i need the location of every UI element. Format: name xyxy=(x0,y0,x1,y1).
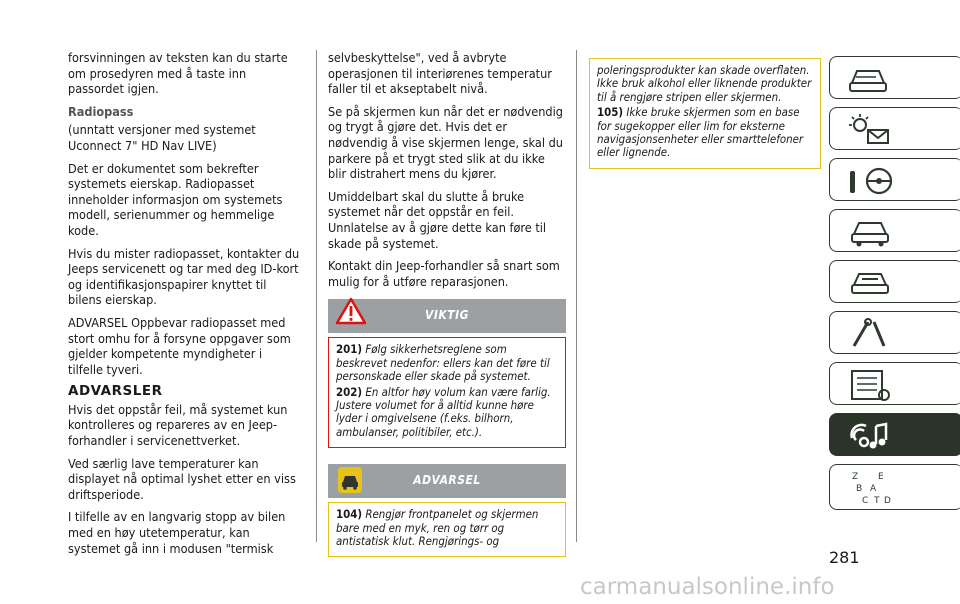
advarsler-paragraph-2: Ved særlig lave temperaturer kan displayet nå optimal lyshet etter en viss driftsperiode. xyxy=(68,455,296,502)
tab-starting-driving[interactable] xyxy=(829,209,960,252)
note-201-number: 201) xyxy=(336,342,363,357)
note-202-text: En altfor høy volum kan være farlig. Justere volumet for å alltid kunne høre lyder i omgivelsene (f.eks. bilhorn, ambulanser, politibiler, etc.). xyxy=(336,384,551,439)
advarsler-heading: ADVARSLER xyxy=(68,383,163,400)
column-divider-2 xyxy=(576,50,577,542)
radiopass-heading: Radiopass xyxy=(68,103,134,119)
maintenance-tools-icon xyxy=(846,316,896,352)
advarsel-box-continued xyxy=(589,58,821,169)
column-divider-1 xyxy=(316,50,317,542)
tab-index[interactable] xyxy=(829,464,960,510)
radiopass-paragraph-4: ADVARSEL Oppbevar radiopasset med stort omhu for å forsyne oppgaver som gjelder kompetente myndigheter i tilfelle tyveri. xyxy=(68,314,291,377)
viktig-banner xyxy=(328,299,566,333)
svg-text:C: C xyxy=(862,496,869,506)
middle-paragraph-2: Se på skjermen kun når det er nødvendig og trygt å gjøre det. Hvis det er nødvendig å vise skjermen lenge, skal du parkere på et trygt sted slik at du ikke blir distrahert mens du kjører. xyxy=(328,103,563,182)
note-104-number: 104) xyxy=(336,507,363,522)
tab-emergency[interactable] xyxy=(829,260,960,303)
radiopass-paragraph-3: Hvis du mister radiopasset, kontakter du Jeeps servicenett og tar med deg ID-kort og identifikasjonspapirer knyttet til bilens eierskap. xyxy=(68,245,300,308)
svg-text:D: D xyxy=(884,496,891,506)
tab-warning-lights[interactable] xyxy=(829,107,960,150)
car-start-icon xyxy=(846,214,896,250)
middle-paragraph-1: selvbeskyttelse", ved å avbryte operasjonen til interiørenes temperatur faller til et akseptabelt nivå. xyxy=(328,50,552,97)
page-number: 281 xyxy=(829,548,860,567)
column-middle xyxy=(328,50,566,557)
advarsel-banner xyxy=(328,464,566,498)
warning-lights-icon xyxy=(846,112,896,148)
note-104-text: Rengjør frontpanelet og skjermen bare med en myk, ren og tørr og antistatisk klut. Rengjørings- og xyxy=(336,507,539,548)
car-emergency-icon xyxy=(846,265,896,301)
tab-maintenance[interactable] xyxy=(829,311,960,354)
viktig-title: VIKTIG xyxy=(425,308,469,323)
note-104-continued-text: poleringsprodukter kan skade overflaten. Ikke bruk alkohol eller liknende produkter til å rengjøre stripen eller skjermen. xyxy=(597,63,812,104)
viktig-box xyxy=(328,337,566,448)
advarsel-title: ADVARSEL xyxy=(413,473,481,488)
tab-safety[interactable] xyxy=(829,158,960,201)
svg-text:T: T xyxy=(874,496,880,506)
middle-paragraph-4: Kontakt din Jeep-forhandler så snart som mulig for å utføre reparasjonen. xyxy=(328,258,560,289)
multimedia-music-icon xyxy=(846,418,896,454)
note-105-number: 105) xyxy=(597,105,624,120)
note-201-text: Følg sikkerhetsreglene som beskrevet nedenfor: ellers kan det føre til personskade eller skade på systemet. xyxy=(336,342,550,384)
radiopass-paragraph-1: (unntatt versjoner med systemet Uconnect 7" HD Nav LIVE) xyxy=(68,122,256,153)
svg-text:Z: Z xyxy=(852,472,859,482)
svg-text:B: B xyxy=(856,484,863,494)
advarsler-paragraph-3: I tilfelle av en langvarig stopp av bilen med en høy utetemperatur, kan systemet gå inn i modusen "termisk xyxy=(68,509,286,556)
specifications-icon xyxy=(846,367,896,403)
intro-paragraph: forsvinningen av teksten kan du starte om prosedyren med å taste inn passordet igjen. xyxy=(68,50,288,97)
tab-specifications[interactable] xyxy=(829,362,960,405)
svg-text:E: E xyxy=(878,472,884,482)
advarsler-paragraph-1: Hvis det oppstår feil, må systemet kun kontrolleres og repareres av en Jeep-forhandler i servicenettverket. xyxy=(68,401,288,449)
watermark: carmanualsonline.info xyxy=(580,574,835,600)
note-202-number: 202) xyxy=(336,384,363,399)
advarsel-box xyxy=(328,502,566,557)
column-left xyxy=(68,50,300,563)
car-dashboard-icon xyxy=(846,61,896,97)
middle-paragraph-3: Umiddelbart skal du slutte å bruke systemet når det oppstår en feil. Unnlatelse av å gjøre dette kan føre til skade på systemet. xyxy=(328,188,547,251)
steering-safety-icon xyxy=(846,163,896,199)
index-letters-icon xyxy=(846,469,906,509)
svg-text:A: A xyxy=(870,484,877,494)
tab-dashboard[interactable] xyxy=(829,56,960,99)
tab-multimedia[interactable] xyxy=(829,413,960,456)
note-105-text: Ikke bruke skjermen som en base for sugekopper eller lim for eksterne navigasjonsenheter eller smarttelefoner eller lignende. xyxy=(597,105,804,160)
radiopass-paragraph-2: Det er dokumentet som bekrefter systemets eierskap. Radiopasset inneholder informasjon om systemets modell, serienummer og hemmelige kode. xyxy=(68,160,283,238)
column-right xyxy=(589,58,821,169)
